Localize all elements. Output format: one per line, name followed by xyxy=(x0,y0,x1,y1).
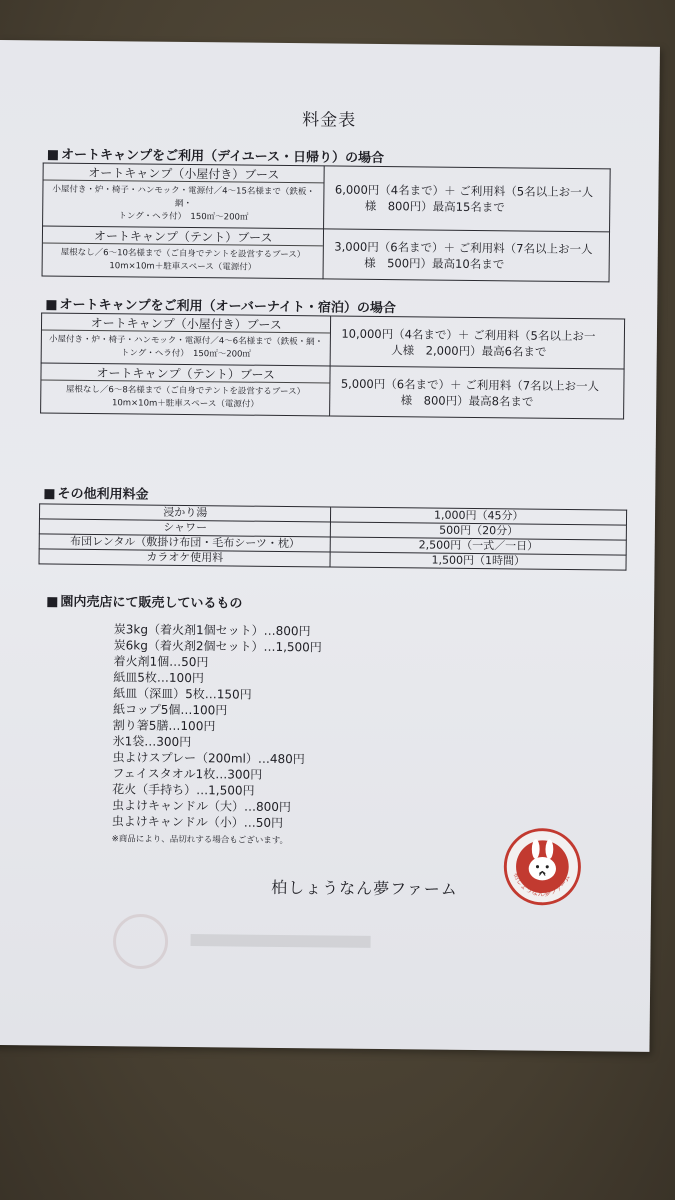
list-item: 紙コップ5個…100円 xyxy=(112,702,228,718)
booth-desc: 小屋付き・炉・椅子・ハンモック・電源付／4～6名様まで（鉄板・網・ xyxy=(48,334,324,348)
booth-desc: 10m×10m＋駐車スペース（電源付） xyxy=(111,398,259,410)
list-item: 紙皿5枚…100円 xyxy=(113,670,204,686)
booth-desc: 10m×10m＋駐車スペース（電源付） xyxy=(109,261,257,273)
fee-price: 1,000円（45分） xyxy=(331,507,627,525)
list-item: 着火剤1個…50円 xyxy=(113,654,209,670)
fee-price: 500円（20分） xyxy=(331,522,627,540)
list-item: 氷1袋…300円 xyxy=(112,734,192,750)
booth-desc: 屋根なし／6～8名様まで（ご自身でテントを設営するブース） xyxy=(65,384,306,398)
list-item: 虫よけキャンドル（小）…50円 xyxy=(111,814,284,831)
fee-item: シャワー xyxy=(39,519,331,537)
stamp-text: 柏しょうなん夢ファーム xyxy=(511,871,572,899)
booth-name: オートキャンプ（テント）ブース xyxy=(43,226,324,246)
table-row xyxy=(42,226,609,282)
day-use-heading: ■ オートキャンプをご利用（デイユース・日帰り）の場合 xyxy=(47,143,384,166)
fee-item: カラオケ使用料 xyxy=(39,549,331,567)
list-item: 虫よけスプレー（200ml）…480円 xyxy=(112,750,305,767)
rabbit-stamp-icon xyxy=(503,827,582,906)
list-item: 炭6kg（着火剤2個セット）…1,500円 xyxy=(113,638,322,655)
fee-item: 浸かり湯 xyxy=(39,504,331,522)
booth-price: 人様 2,000円）最高6名まで xyxy=(391,342,547,359)
list-item: 炭3kg（着火剤1個セット）…800円 xyxy=(113,622,311,639)
booth-price: 5,000円（6名まで）＋ ご利用料（7名以上お一人 xyxy=(340,376,600,393)
fee-price: 2,500円（一式／一日） xyxy=(331,537,627,555)
booth-price: 様 800円）最高15名まで xyxy=(364,198,505,215)
booth-desc: トング・ヘラ付） 150㎡～200㎡ xyxy=(118,211,249,223)
table-row xyxy=(43,163,611,232)
booth-price: 様 500円）最高10名まで xyxy=(364,255,505,271)
page-title: 料金表 xyxy=(302,110,357,131)
shop-list xyxy=(112,621,323,849)
list-item: フェイスタオル1枚…300円 xyxy=(112,766,263,782)
booth-price: 3,000円（6名まで）＋ ご利用料（7名以上お一人 xyxy=(334,239,593,256)
booth-name: オートキャンプ（テント）ブース xyxy=(41,363,330,383)
booth-price: 様 800円）最高8名まで xyxy=(400,392,534,409)
fee-price: 1,500円（1時間） xyxy=(330,552,626,570)
day-use-table xyxy=(42,162,611,282)
farm-signature: 柏しょうなん夢ファーム xyxy=(271,877,458,899)
overnight-heading: ■ オートキャンプをご利用（オーバーナイト・宿泊）の場合 xyxy=(45,293,396,316)
booth-name: オートキャンプ（小屋付き）ブース xyxy=(44,163,325,183)
stock-note: ※商品により、品切れする場合もございます。 xyxy=(111,834,289,847)
list-item: 虫よけキャンドル（大）…800円 xyxy=(111,798,291,815)
booth-price: 10,000円（4名まで）＋ ご利用料（5名以上お一 xyxy=(341,326,596,343)
booth-desc: 小屋付き・炉・椅子・ハンモック・電源付／4～15名様まで（鉄板・網・ xyxy=(52,184,315,210)
list-item: 割り箸5膳…100円 xyxy=(112,718,216,734)
booth-name: オートキャンプ（小屋付き）ブース xyxy=(42,313,331,333)
shop-heading: ■ 園内売店にて販売しているもの xyxy=(46,591,243,612)
fee-item: 布団レンタル（敷掛け布団・毛布シーツ・枕） xyxy=(39,534,331,552)
other-fees-heading: ■ その他利用料金 xyxy=(43,482,149,502)
table-row xyxy=(41,363,624,419)
list-item: 紙皿（深皿）5枚…150円 xyxy=(113,686,252,702)
price-sheet xyxy=(0,40,660,1052)
booth-desc: トング・ヘラ付） 150㎡～200㎡ xyxy=(120,348,252,360)
bleed-through-mark xyxy=(100,911,401,974)
overnight-table xyxy=(40,312,625,419)
booth-price: 6,000円（4名まで）＋ ご利用料（5名以上お一人 xyxy=(334,182,594,200)
table-row xyxy=(41,313,624,369)
list-item: 花火（手持ち）…1,500円 xyxy=(112,782,255,798)
other-fees-table xyxy=(39,503,628,570)
booth-desc: 屋根なし／6～10名様まで（ご自身でテントを設営するブース） xyxy=(60,247,306,261)
